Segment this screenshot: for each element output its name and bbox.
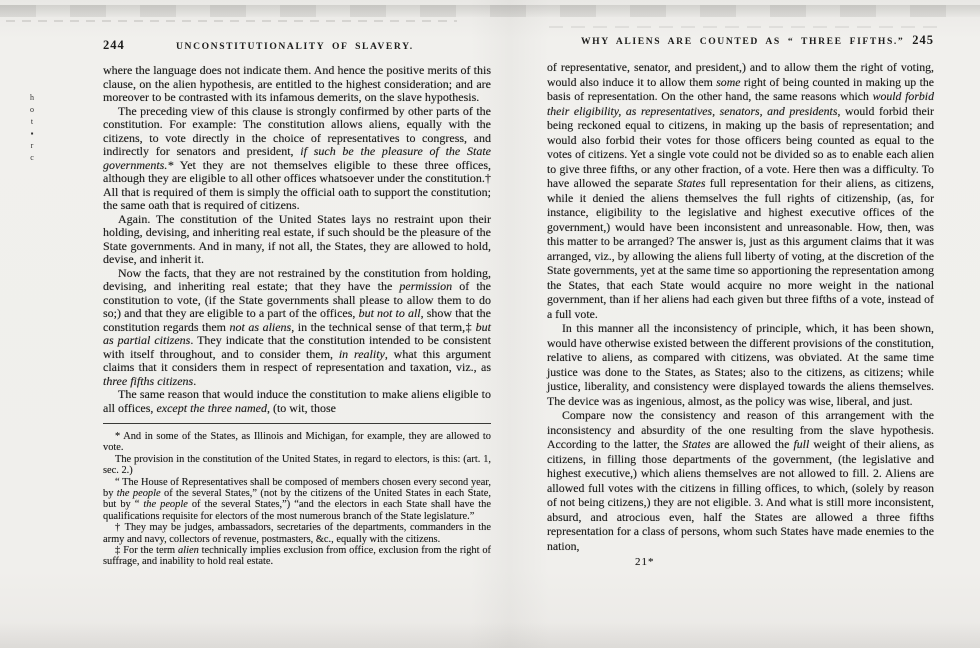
right-page: [547, 33, 934, 568]
left-page-footnotes: [103, 431, 491, 568]
footnote-rule: [103, 423, 491, 424]
marginalia-mark: ▪: [30, 129, 34, 138]
text-run: Yet they are not themselves eligible to these three offices, although they are eligible to all other offices whatsoever under the constitution.† All that is required of them is simply the official oath to support the constitution; the same oath that is required of citizens.: [103, 157, 491, 212]
text-run: right of being counted in making up the basis of representation. On the other hand, the same reasons which: [547, 74, 934, 103]
right-running-header: [547, 33, 934, 48]
left-page-body: [103, 64, 491, 415]
left-page-number: 244: [103, 38, 125, 52]
text-run: The preceding view of this clause is strongly confirmed by other parts of the constitution. For example: The constitution allows aliens, equally with the citizens, to vote directly in the choice of representatives to congress, and indirectly for senators and president,: [103, 103, 491, 158]
right-page-body: [547, 60, 934, 553]
scan-bottom-shade: [0, 622, 980, 648]
text-run: The provision in the constitution of the United States, in regard to electors, is this: (art. 1, sec. 2.): [103, 453, 491, 477]
italic-text-run: but as partial citizens: [103, 319, 491, 347]
text-run: full representation for their aliens, as citizens, while it denied the aliens themselves the full rights of citizenship, (as, for instance, eligibility to the legislative and highest executive offices of the government,) would have been inconsistent and unreasonable. How, then, was this matter to be arranged? The answer is, just as this argument claims that it was arranged, viz., by allowing the aliens full liberty of voting, at the discretion of the State governments, yet at the same time so apportioning the representation among the States, that each State would acquire no more weight in the national government, than if her aliens had each given but three fifths of a vote, instead of a full vote.: [547, 176, 934, 321]
paragraph: [547, 408, 934, 553]
italic-text-run: States: [677, 176, 706, 190]
paragraph: [103, 267, 491, 389]
footnote: [103, 454, 491, 477]
text-run: of the several States,” (not by the citizens of the United States in each State, but by “: [103, 488, 491, 511]
text-run: In this manner all the inconsistency of principle, which, it has been shown, would have otherwise existed between the different provisions of the constitution, relative to aliens, as compared with citizens, was obviated. At the same time justice was done to the States, as States; also to the citizens, as citizens; while justice, liberality, and consistency were displayed towards the aliens themselves. The device was as ingenious, almost, as the policy was wise, liberal, and just.: [547, 321, 934, 408]
text-run: Again. The constitution of the United States lays no restraint upon their holding, devising, and inheriting real estate, if such should be the pleasure of the State governments. And in many, if not all, the States, they are allowed to hold, devise, and inherit it.: [103, 211, 491, 266]
text-run: technically implies exclusion from office, exclusion from the right of suffrage, and inability to hold real estate.: [103, 545, 491, 568]
text-run: of the constitution to vote, (if the State governments shall please to allow them to do so;) and that they are eligible to a part of the offices,: [103, 279, 492, 320]
paragraph: [103, 388, 491, 415]
text-run: are allowed the: [710, 437, 794, 451]
marginalia-marks: [30, 92, 34, 164]
scan-streak-line-left: [6, 20, 457, 22]
italic-text-run: three fifths citizens: [103, 373, 194, 388]
text-run: Now the facts, that they are not restrained by the constitution from holding, devising, and inheriting real estate; that they have the: [103, 265, 491, 293]
left-running-head-title: UNCONSTITUTIONALITY OF SLAVERY.: [176, 41, 414, 52]
text-run: , would forbid their being reckoned equal to citizens, in making up the basis of representation; and would also forbid their votes for those officers being counted as equal to the votes of citizens. Yet a single vote could not be divided so as to enable each alien to give three fifths, or any other fraction, of a vote. Here then was a difficulty. To have allowed the separate: [547, 103, 934, 190]
text-run: .: [193, 373, 197, 388]
footnote: [103, 431, 491, 454]
marginalia-mark: c: [30, 153, 34, 162]
paragraph: [547, 321, 934, 408]
paragraph: [103, 64, 491, 105]
italic-text-run: some: [716, 74, 741, 89]
marginalia-mark: h: [30, 93, 34, 102]
paragraph: [547, 60, 934, 321]
signature-mark: 21*: [635, 556, 655, 568]
text-run: Compare now the consistency and reason of this arrangement with the inconsistency and absurdity of the one resulting from the slave hypothesis. According to the latter, the: [547, 408, 934, 451]
text-run: , in the technical sense of that term,‡: [291, 319, 476, 334]
italic-text-run: permission: [399, 279, 453, 293]
italic-text-run: not as aliens: [229, 319, 292, 334]
italic-text-run: except the three named: [156, 400, 267, 415]
italic-text-run: full: [793, 437, 810, 451]
right-page-number: 245: [912, 33, 934, 47]
text-run: , what this argument claims that it considers them in respect of representation and taxation, viz., as: [103, 346, 491, 374]
scan-streak-line-right: [549, 26, 941, 28]
marginalia-mark: o: [30, 105, 34, 114]
text-run: * And in some of the States, as Illinois and Michigan, for example, they are allowed to vote.: [103, 431, 491, 454]
footnote: [103, 477, 491, 523]
italic-text-run: would forbid their eligibility, as representatives, senators, and presidents: [547, 89, 934, 118]
text-run: , show that the constitution regards them: [103, 306, 491, 334]
left-page: [103, 38, 491, 568]
text-run: where the language does not indicate them. And hence the positive merits of this clause, on the alien hypothesis, are entitled to the highest consideration; and are moreover to be contrasted with its infamous demerits, on the slave hypothesis.: [103, 63, 491, 104]
text-run: of representative, senator, and president,) and to allow them the right of voting, would also induce it to allow them: [547, 60, 934, 89]
italic-text-run: alien: [177, 545, 199, 557]
left-running-header: [103, 38, 491, 53]
marginalia-mark: t: [30, 117, 34, 126]
italic-text-run: in reality: [338, 346, 385, 361]
italic-text-run: the people: [143, 499, 188, 511]
italic-text-run: if such be the pleasure of the State governments.*: [103, 144, 491, 172]
scan-streak-band: [0, 5, 980, 17]
text-run: . They indicate that the constitution intended to be consistent with itself throughout, and to consider them,: [103, 333, 491, 361]
text-run: weight of their aliens, as citizens, in filling those departments of the government, (the legislative and highest executive,) which aliens themselves are not allowed to fill. 2. Aliens are allowed full votes with the citizens in filling offices, to which, (solely by reason of not being citizens,) they are not eligible. 3. And what is still more inconsistent, absurd, and atrocious even, half the States are allowed a three fifths representation for a class of persons, whom such States have made enemies to the nation,: [547, 437, 934, 553]
italic-text-run: the people: [116, 488, 161, 500]
marginalia-mark: r: [30, 141, 34, 150]
paragraph: [103, 105, 491, 213]
footnote: [103, 522, 491, 545]
text-run: “ The House of Representatives shall be composed of members chosen every second year, by: [103, 476, 491, 500]
right-running-head-title: WHY ALIENS ARE COUNTED AS “ THREE FIFTHS.”: [580, 36, 905, 47]
text-run: The same reason that would induce the constitution to make aliens eligible to all offices,: [103, 387, 491, 415]
text-run: † They may be judges, ambassadors, secretaries of the departments, commanders in the army and navy, collectors of revenue, postmasters, &c., equally with the citizens.: [103, 522, 491, 545]
paragraph: [103, 213, 491, 267]
italic-text-run: States: [682, 437, 711, 451]
text-run: , (to wit, those: [266, 400, 336, 415]
footnote: [103, 545, 491, 568]
text-run: of the several States,”) “and the electors in each State shall have the qualifications requisite for electors of the most numerous branch of the State legislature.”: [103, 499, 491, 522]
text-run: ‡ For the term: [115, 545, 178, 557]
italic-text-run: but not to all: [358, 306, 421, 320]
